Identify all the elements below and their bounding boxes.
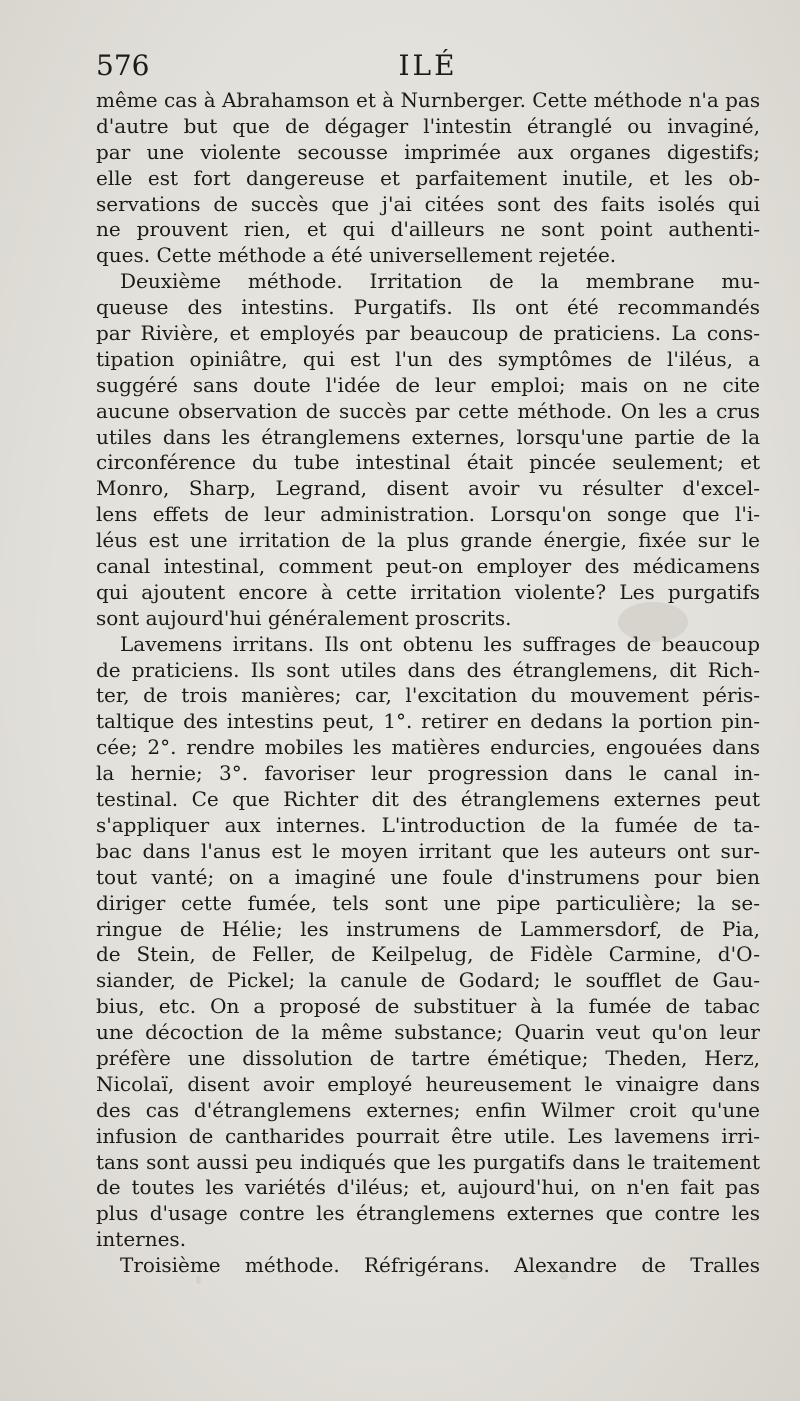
text-line: des cas d'étranglemens externes; enfin Wilmer croit qu'une — [96, 1097, 760, 1122]
body-text — [96, 88, 760, 1279]
text-line: queuse des intestins. Purgatifs. Ils ont été recommandés — [96, 295, 760, 320]
text-line: ne prouvent rien, et qui d'ailleurs ne sont point authenti- — [96, 217, 760, 242]
text-line: de Stein, de Feller, de Keilpelug, de Fidèle Carmine, d'O- — [96, 942, 760, 967]
text-line: tout vanté; on a imaginé une foule d'instrumens pour bien — [96, 864, 760, 889]
page-number: 576 — [96, 49, 150, 82]
text-line: bac dans l'anus est le moyen irritant que les auteurs ont sur- — [96, 838, 760, 863]
text-line: Lavemens irritans. Ils ont obtenu les suffrages de beaucoup — [120, 631, 760, 656]
text-line: infusion de cantharides pourrait être utile. Les lavemens irri- — [96, 1123, 760, 1148]
text-line: taltique des intestins peut, 1°. retirer en dedans la portion pin- — [96, 709, 760, 734]
text-line: léus est une irritation de la plus grande énergie, fixée sur le — [96, 528, 760, 553]
text-line: Deuxième méthode. Irritation de la membrane mu- — [120, 269, 760, 294]
text-line: elle est fort dangereuse et parfaitement inutile, et les ob- — [96, 165, 760, 190]
text-line: servations de succès que j'ai citées sont des faits isolés qui — [96, 191, 760, 216]
text-line: plus d'usage contre les étranglemens externes que contre les — [96, 1201, 760, 1226]
running-head: ILÉ — [398, 49, 458, 82]
text-line: la hernie; 3°. favoriser leur progression dans le canal in- — [96, 761, 760, 786]
text-line: internes. — [96, 1227, 187, 1252]
text-line: diriger cette fumée, tels sont une pipe particulière; la se- — [96, 890, 760, 915]
text-line: testinal. Ce que Richter dit des étranglemens externes peut — [96, 787, 760, 812]
text-line: lens effets de leur administration. Lorsqu'on songe que l'i- — [96, 502, 760, 527]
text-line: Monro, Sharp, Legrand, disent avoir vu résulter d'excel- — [96, 476, 760, 501]
text-line: canal intestinal, comment peut-on employer des médicamens — [96, 554, 760, 579]
text-line: tans sont aussi peu indiqués que les purgatifs dans le traitement — [96, 1149, 760, 1174]
text-line: s'appliquer aux internes. L'introduction de la fumée de ta- — [96, 812, 760, 837]
text-line: ques. Cette méthode a été universellement rejetée. — [96, 243, 617, 268]
text-line: ringue de Hélie; les instrumens de Lammersdorf, de Pia, — [96, 916, 760, 941]
text-line: qui ajoutent encore à cette irritation violente? Les purgatifs — [96, 579, 760, 604]
text-line: circonférence du tube intestinal était pincée seulement; et — [96, 450, 760, 475]
text-line: préfère une dissolution de tartre émétique; Theden, Herz, — [96, 1045, 760, 1070]
text-line: bius, etc. On a proposé de substituer à la fumée de tabac — [96, 994, 760, 1019]
text-line: Troisième méthode. Réfrigérans. Alexandre de Tralles — [120, 1253, 760, 1278]
text-line: cée; 2°. rendre mobiles les matières endurcies, engouées dans — [96, 735, 760, 760]
text-line: aucune observation de succès par cette méthode. On les a crus — [96, 398, 760, 423]
text-line: une décoction de la même substance; Quarin veut qu'on leur — [96, 1020, 760, 1045]
text-line: par une violente secousse imprimée aux organes digestifs; — [96, 139, 760, 164]
text-line: tipation opiniâtre, qui est l'un des symptômes de l'iléus, a — [96, 346, 760, 371]
text-line: de praticiens. Ils sont utiles dans des étranglemens, dit Rich- — [96, 657, 760, 682]
text-line: utiles dans les étranglemens externes, lorsqu'une partie de la — [96, 424, 760, 449]
text-line: siander, de Pickel; la canule de Godard; le soufflet de Gau- — [96, 968, 760, 993]
text-line: sont aujourd'hui généralement proscrits. — [96, 605, 512, 630]
text-line: par Rivière, et employés par beaucoup de praticiens. La cons- — [96, 321, 760, 346]
text-line: même cas à Abrahamson et à Nurnberger. Cette méthode n'a pas — [96, 88, 760, 112]
page-header — [96, 46, 760, 86]
text-line: d'autre but que de dégager l'intestin étranglé ou invaginé, — [96, 113, 760, 138]
text-line: suggéré sans doute l'idée de leur emploi; mais on ne cite — [96, 372, 760, 397]
text-line: Nicolaï, disent avoir employé heureusement le vinaigre dans — [96, 1071, 760, 1096]
text-line: ter, de trois manières; car, l'excitation du mouvement péris- — [96, 683, 760, 708]
text-line: de toutes les variétés d'iléus; et, aujourd'hui, on n'en fait pas — [96, 1175, 760, 1200]
